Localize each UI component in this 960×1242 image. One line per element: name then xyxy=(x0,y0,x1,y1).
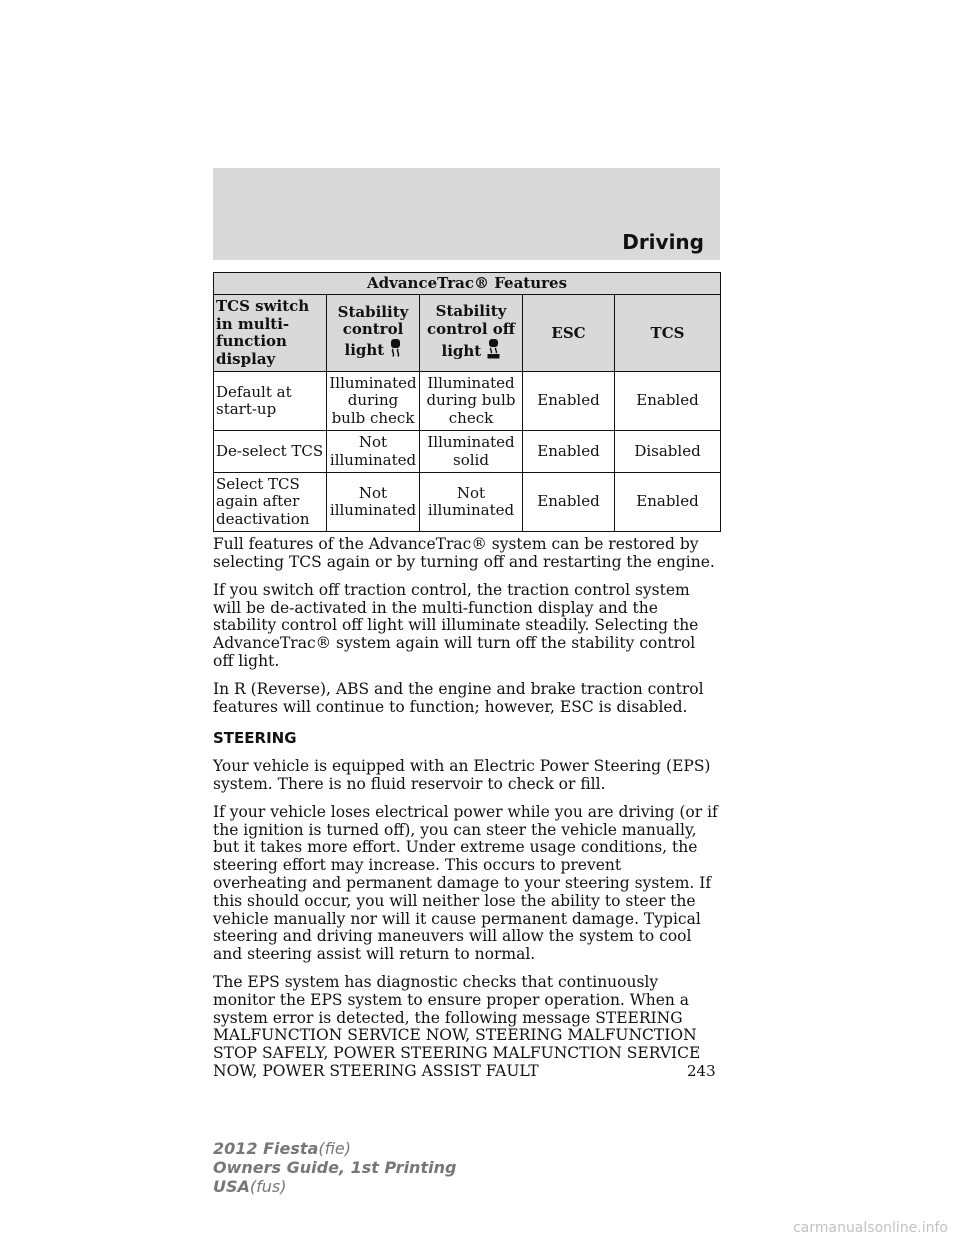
column-header: Stability control off light xyxy=(426,302,516,360)
table-cell: De-select TCS xyxy=(214,431,327,473)
footer-model-code: (fie) xyxy=(318,1139,352,1158)
skid-car-icon xyxy=(390,338,401,362)
footer-market: USA xyxy=(213,1177,250,1196)
table-cell: Enabled xyxy=(615,372,721,431)
table-cell: Enabled xyxy=(523,372,615,431)
page-content xyxy=(213,272,720,1091)
page-number: 243 xyxy=(687,1062,716,1080)
body-paragraph: In R (Reverse), ABS and the engine and brake traction control features will continue to function; however, ESC is disabled. xyxy=(213,679,704,716)
column-header: ESC xyxy=(523,295,615,372)
header-band xyxy=(213,168,720,260)
table-cell: Enabled xyxy=(523,473,615,532)
table-cell: Disabled xyxy=(615,431,721,473)
table-cell: Not illuminated xyxy=(327,473,420,532)
table-header-row xyxy=(214,295,721,372)
table-title: AdvanceTrac® Features xyxy=(214,273,721,295)
table-row xyxy=(214,431,721,473)
skid-car-off-icon xyxy=(487,338,500,363)
table-row xyxy=(214,372,721,431)
table-title-row xyxy=(214,273,721,295)
table-cell: Select TCS again after deactivation xyxy=(214,473,327,532)
advancetrac-features-table xyxy=(213,272,721,532)
table-cell: Illuminated solid xyxy=(420,431,523,473)
watermark[interactable]: carmanualsonline.info xyxy=(793,1220,948,1236)
section-heading: STEERING xyxy=(213,729,297,748)
column-header: TCS xyxy=(615,295,721,372)
table-cell: Default at start-up xyxy=(214,372,327,431)
table-cell: Not illuminated xyxy=(327,431,420,473)
column-header-stability-control-off xyxy=(420,295,523,372)
table-cell: Enabled xyxy=(523,431,615,473)
table-row xyxy=(214,473,721,532)
section-title: Driving xyxy=(622,230,704,254)
footer-guide: Owners Guide, 1st Printing xyxy=(213,1158,457,1177)
footer-model: 2012 Fiesta xyxy=(213,1139,319,1158)
table-cell: Illuminated during bulb check xyxy=(327,372,420,431)
footer xyxy=(213,1139,456,1196)
body-paragraph: If you switch off traction control, the traction control system will be de-activated in the multi-function display and the stability control off light will illuminate steadily. Selecting the AdvanceTrac® system again will turn off the stability control off light. xyxy=(213,580,699,671)
column-header: TCS switch in multi-function display xyxy=(214,295,327,372)
footer-market-code: (fus) xyxy=(249,1177,287,1196)
column-header-stability-control xyxy=(327,295,420,372)
body-paragraph: Full features of the AdvanceTrac® system can be restored by selecting TCS again or by turning off and restarting the engine. xyxy=(213,535,715,572)
body-paragraph: Your vehicle is equipped with an Electric Power Steering (EPS) system. There is no fluid reservoir to check or fill. xyxy=(213,757,711,794)
body-paragraph: If your vehicle loses electrical power while you are driving (or if the ignition is turned off), you can steer the vehicle manually, but it takes more effort. Under extreme usage conditions, the steering effort may increase. This occurs to prevent overheating and permanent damage to your steering system. If this should occur, you will neither lose the ability to steer the vehicle manually nor will it cause permanent damage. Typical steering and driving maneuvers will allow the system to cool and steering assist will return to normal. xyxy=(213,802,718,964)
body-paragraph: The EPS system has diagnostic checks that continuously monitor the EPS system to ensure proper operation. When a system error is detected, the following message STEERING MALFUNCTION SERVICE NOW, STEERING MALFUNCTION STOP SAFELY, POWER STEERING MALFUNCTION SERVICE NOW, POWER STEERING ASSIST FAULT xyxy=(213,973,701,1080)
table-cell: Illuminated during bulb check xyxy=(420,372,523,431)
table-cell: Not illuminated xyxy=(420,473,523,532)
column-header: Stability control light xyxy=(337,302,409,360)
table-cell: Enabled xyxy=(615,473,721,532)
